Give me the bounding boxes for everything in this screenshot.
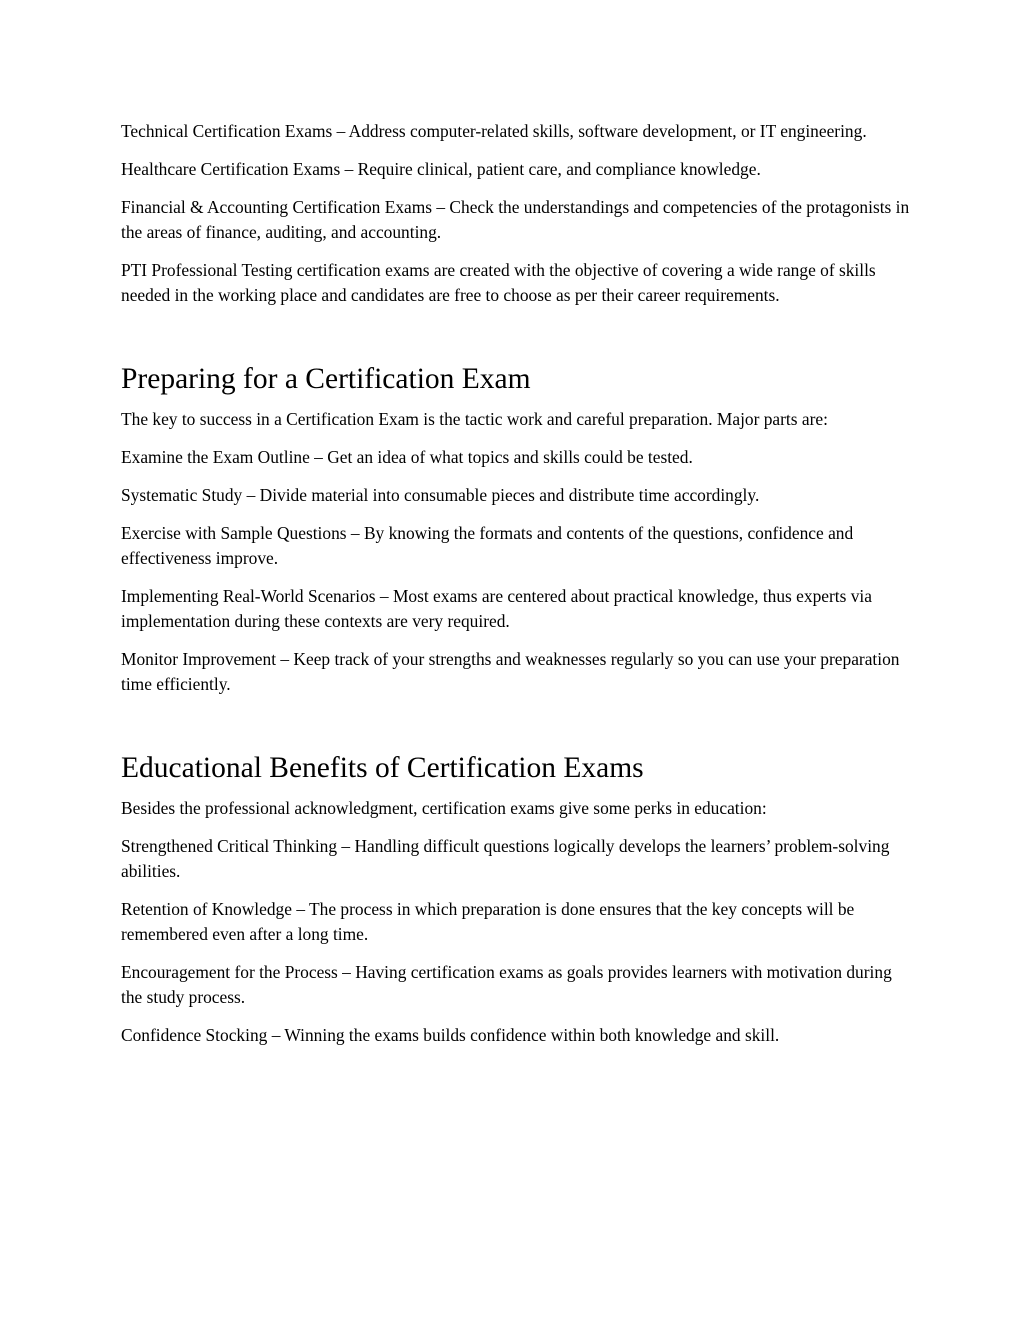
paragraph-critical-thinking: Strengthened Critical Thinking – Handling difficult questions logically develops the learners’ problem-solving abilities. [121,836,890,881]
paragraph-sample-questions: Exercise with Sample Questions – By knowing the formats and contents of the questions, confidence and effectiveness improve. [121,523,854,568]
heading-preparing: Preparing for a Certification Exam [121,363,531,395]
paragraph-benefits-intro: Besides the professional acknowledgment, certification exams give some perks in education: [121,798,767,818]
paragraph-retention: Retention of Knowledge – The process in which preparation is done ensures that the key concepts will be remembered even after a long time. [121,899,855,944]
paragraph-pti-exams: PTI Professional Testing certification exams are created with the objective of covering a wide range of skills needed in the working place and candidates are free to choose as per their career requirements. [121,260,876,305]
paragraph-systematic-study: Systematic Study – Divide material into consumable pieces and distribute time accordingly. [121,485,760,505]
section-spacer [121,321,911,361]
preparing-section [121,361,911,697]
paragraph-financial-exams: Financial & Accounting Certification Exams – Check the understandings and competencies of the protagonists in the areas of finance, auditing, and accounting. [121,197,910,242]
paragraph-preparing-intro: The key to success in a Certification Exam is the tactic work and careful preparation. Major parts are: [121,409,828,429]
document-page [121,119,911,1061]
paragraph-healthcare-exams: Healthcare Certification Exams – Require clinical, patient care, and compliance knowledge. [121,159,761,179]
paragraph-exam-outline: Examine the Exam Outline – Get an idea of what topics and skills could be tested. [121,447,693,467]
paragraph-technical-exams: Technical Certification Exams – Address computer-related skills, software development, or IT engineering. [121,121,867,141]
intro-section [121,119,911,308]
heading-benefits: Educational Benefits of Certification Exams [121,752,644,784]
paragraph-monitor-improvement: Monitor Improvement – Keep track of your strengths and weaknesses regularly so you can use your preparation time efficiently. [121,649,900,694]
paragraph-real-world: Implementing Real-World Scenarios – Most exams are centered about practical knowledge, thus experts via implementation during these contexts are very required. [121,586,872,631]
paragraph-confidence: Confidence Stocking – Winning the exams builds confidence within both knowledge and skill. [121,1025,780,1045]
benefits-section [121,750,911,1048]
section-spacer [121,710,911,750]
paragraph-encouragement: Encouragement for the Process – Having certification exams as goals provides learners with motivation during the study process. [121,962,892,1007]
